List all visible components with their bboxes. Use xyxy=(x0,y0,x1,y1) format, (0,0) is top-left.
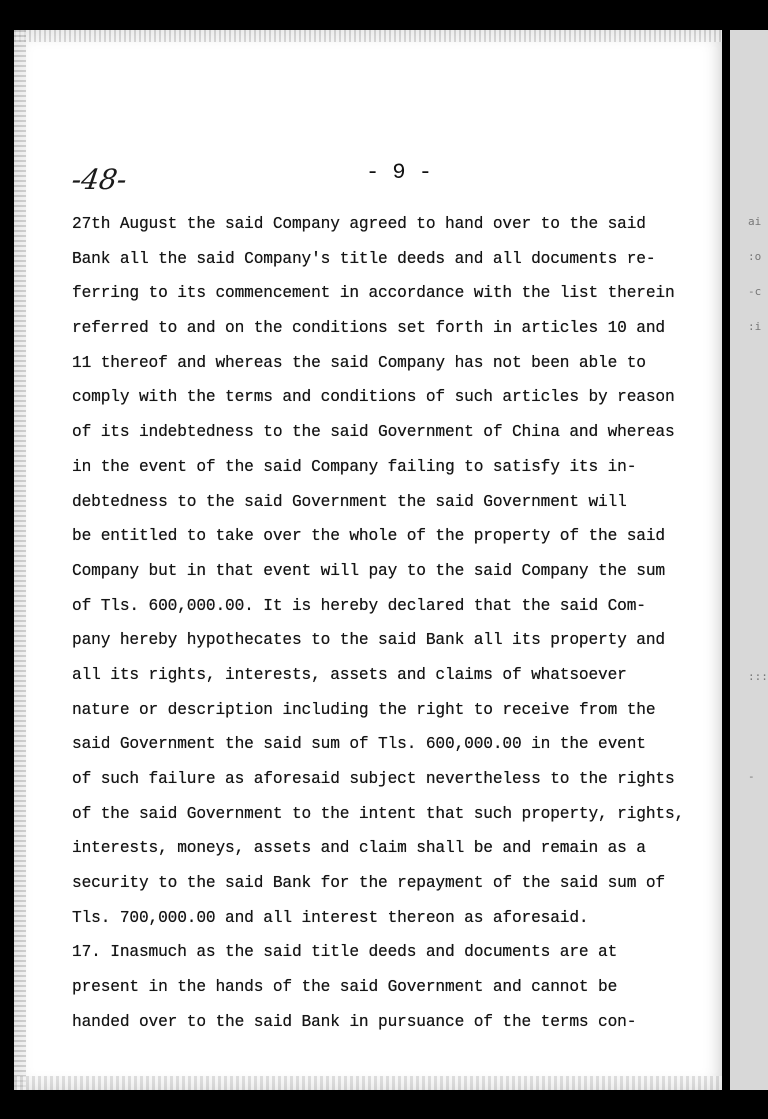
text-line: Company but in that event will pay to the said Company the sum xyxy=(72,561,665,580)
text-line: in the event of the said Company failing to satisfy its in- xyxy=(72,457,637,476)
text-line: handed over to the said Bank in pursuance of the terms con- xyxy=(72,1012,637,1031)
page-number: - 9 - xyxy=(366,160,433,185)
text-line: all its rights, interests, assets and claims of whatsoever xyxy=(72,665,627,684)
text-line: Bank all the said Company's title deeds and all documents re- xyxy=(72,249,656,268)
text-line: pany hereby hypothecates to the said Bank all its property and xyxy=(72,631,665,650)
adjacent-page-edge: ai :o -c :i ::: - xyxy=(730,30,768,1090)
text-line: ferring to its commencement in accordance with the list therein xyxy=(72,284,675,303)
text-line: 27th August the said Company agreed to hand over to the said xyxy=(72,215,646,233)
text-line: of Tls. 600,000.00. It is hereby declared that the said Com- xyxy=(72,596,646,615)
page-binding-edge xyxy=(14,30,26,1090)
text-line: of its indebtedness to the said Government of China and whereas xyxy=(72,423,675,442)
typed-body-text xyxy=(72,207,722,1040)
text-line: present in the hands of the said Government and cannot be xyxy=(72,978,618,997)
text-line: interests, moneys, assets and claim shall be and remain as a xyxy=(72,839,646,858)
text-line: 11 thereof and whereas the said Company has not been able to xyxy=(72,353,646,372)
text-line: security to the said Bank for the repayment of the said sum of xyxy=(72,874,665,893)
text-line: 17. Inasmuch as the said title deeds and documents are at xyxy=(72,943,618,962)
handwritten-folio-number: -48- xyxy=(69,163,129,196)
text-line: of the said Government to the intent that such property, rights, xyxy=(72,804,685,823)
text-line: Tls. 700,000.00 and all interest thereon as aforesaid. xyxy=(72,908,589,927)
text-line: nature or description including the right to receive from the xyxy=(72,700,656,719)
text-line: of such failure as aforesaid subject nevertheless to the rights xyxy=(72,770,675,788)
text-line: said Government the said sum of Tls. 600,000.00 in the event xyxy=(72,735,646,754)
text-line: debtedness to the said Government the said Government will xyxy=(72,492,627,511)
text-line: comply with the terms and conditions of such articles by reason xyxy=(72,388,675,407)
text-line: be entitled to take over the whole of the property of the said xyxy=(72,527,665,546)
text-line: referred to and on the conditions set forth in articles 10 and xyxy=(72,319,665,338)
